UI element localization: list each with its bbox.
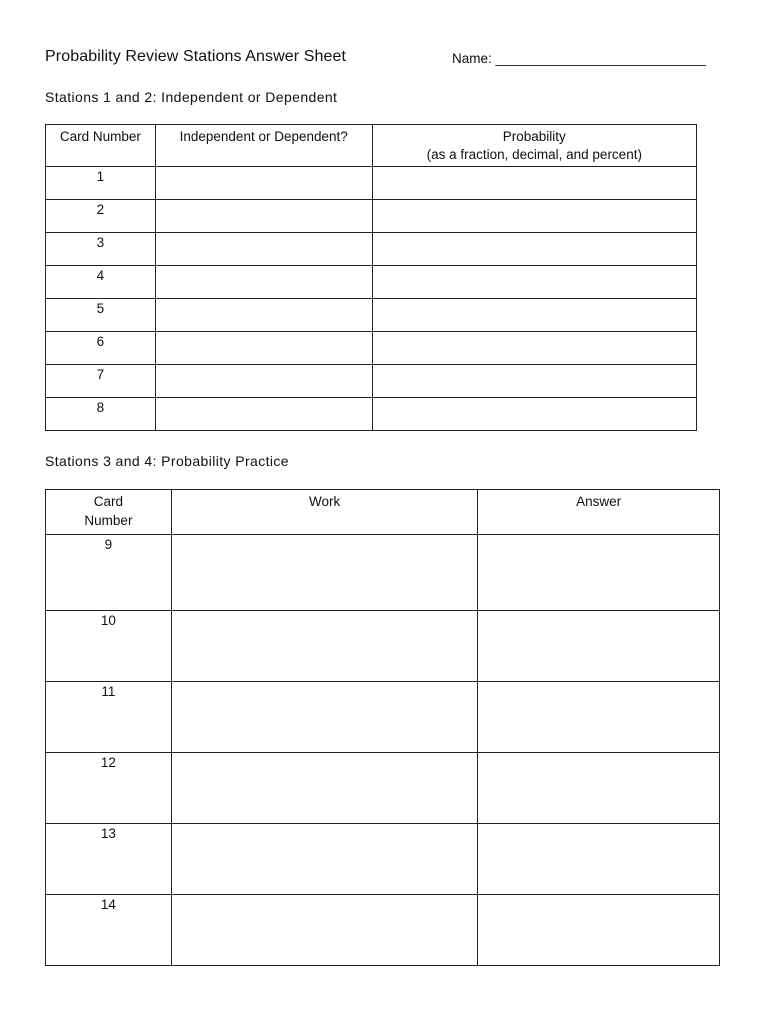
probability-cell[interactable] bbox=[372, 398, 696, 431]
column-header-probability-title: Probability bbox=[502, 129, 566, 144]
card-number-cell: 7 bbox=[46, 365, 156, 398]
card-number-cell: 4 bbox=[46, 266, 156, 299]
page-title: Probability Review Stations Answer Sheet bbox=[45, 48, 347, 65]
answer-cell[interactable] bbox=[478, 753, 720, 824]
answer-cell[interactable] bbox=[478, 611, 720, 682]
probability-cell[interactable] bbox=[372, 332, 696, 365]
card-number-cell: 13 bbox=[46, 824, 172, 895]
table-row bbox=[46, 682, 720, 753]
answer-cell[interactable] bbox=[478, 895, 720, 966]
independent-dependent-cell[interactable] bbox=[155, 332, 372, 365]
table-row bbox=[46, 895, 720, 966]
probability-cell[interactable] bbox=[372, 233, 696, 266]
probability-cell[interactable] bbox=[372, 266, 696, 299]
table-row bbox=[46, 299, 697, 332]
column-header-independent-or-dependent: Independent or Dependent? bbox=[155, 125, 372, 167]
independent-dependent-cell[interactable] bbox=[155, 266, 372, 299]
independent-dependent-cell[interactable] bbox=[155, 200, 372, 233]
card-number-cell: 2 bbox=[46, 200, 156, 233]
answer-cell[interactable] bbox=[478, 535, 720, 611]
work-cell[interactable] bbox=[171, 824, 477, 895]
independent-dependent-table bbox=[45, 124, 697, 431]
column-header-card-number bbox=[46, 490, 172, 535]
table-row bbox=[46, 611, 720, 682]
card-number-cell: 9 bbox=[46, 535, 172, 611]
table-row bbox=[46, 167, 697, 200]
table-row bbox=[46, 753, 720, 824]
table-row bbox=[46, 398, 697, 431]
work-cell[interactable] bbox=[171, 611, 477, 682]
table-header-row bbox=[46, 490, 720, 535]
column-header-answer: Answer bbox=[478, 490, 720, 535]
card-number-cell: 11 bbox=[46, 682, 172, 753]
probability-cell[interactable] bbox=[372, 200, 696, 233]
table-row bbox=[46, 266, 697, 299]
section-heading-stations-3-4: Stations 3 and 4: Probability Practice bbox=[45, 453, 289, 469]
table-header-row bbox=[46, 125, 697, 167]
answer-cell[interactable] bbox=[478, 682, 720, 753]
table-row bbox=[46, 535, 720, 611]
table-row bbox=[46, 365, 697, 398]
work-cell[interactable] bbox=[171, 535, 477, 611]
work-cell[interactable] bbox=[171, 753, 477, 824]
column-header-probability bbox=[372, 125, 696, 167]
column-header-work: Work bbox=[171, 490, 477, 535]
table-row bbox=[46, 824, 720, 895]
card-number-cell: 6 bbox=[46, 332, 156, 365]
probability-cell[interactable] bbox=[372, 299, 696, 332]
answer-cell[interactable] bbox=[478, 824, 720, 895]
independent-dependent-cell[interactable] bbox=[155, 365, 372, 398]
section-heading-stations-1-2: Stations 1 and 2: Independent or Dependent bbox=[45, 89, 338, 105]
work-cell[interactable] bbox=[171, 895, 477, 966]
card-number-cell: 10 bbox=[46, 611, 172, 682]
card-number-cell: 5 bbox=[46, 299, 156, 332]
probability-cell[interactable] bbox=[372, 167, 696, 200]
card-number-cell: 3 bbox=[46, 233, 156, 266]
independent-dependent-cell[interactable] bbox=[155, 398, 372, 431]
column-header-card-line: Card bbox=[93, 494, 124, 509]
independent-dependent-cell[interactable] bbox=[155, 233, 372, 266]
table-row bbox=[46, 233, 697, 266]
table-row bbox=[46, 200, 697, 233]
card-number-cell: 14 bbox=[46, 895, 172, 966]
column-header-number-line: Number bbox=[84, 513, 133, 528]
card-number-cell: 8 bbox=[46, 398, 156, 431]
card-number-cell: 12 bbox=[46, 753, 172, 824]
table-row bbox=[46, 332, 697, 365]
independent-dependent-cell[interactable] bbox=[155, 299, 372, 332]
name-field-label: Name: ____________________________ bbox=[452, 51, 706, 66]
card-number-cell: 1 bbox=[46, 167, 156, 200]
probability-practice-table bbox=[45, 489, 720, 966]
column-header-probability-subtitle: (as a fraction, decimal, and percent) bbox=[426, 147, 642, 162]
column-header-card-number: Card Number bbox=[46, 125, 156, 167]
work-cell[interactable] bbox=[171, 682, 477, 753]
probability-cell[interactable] bbox=[372, 365, 696, 398]
independent-dependent-cell[interactable] bbox=[155, 167, 372, 200]
